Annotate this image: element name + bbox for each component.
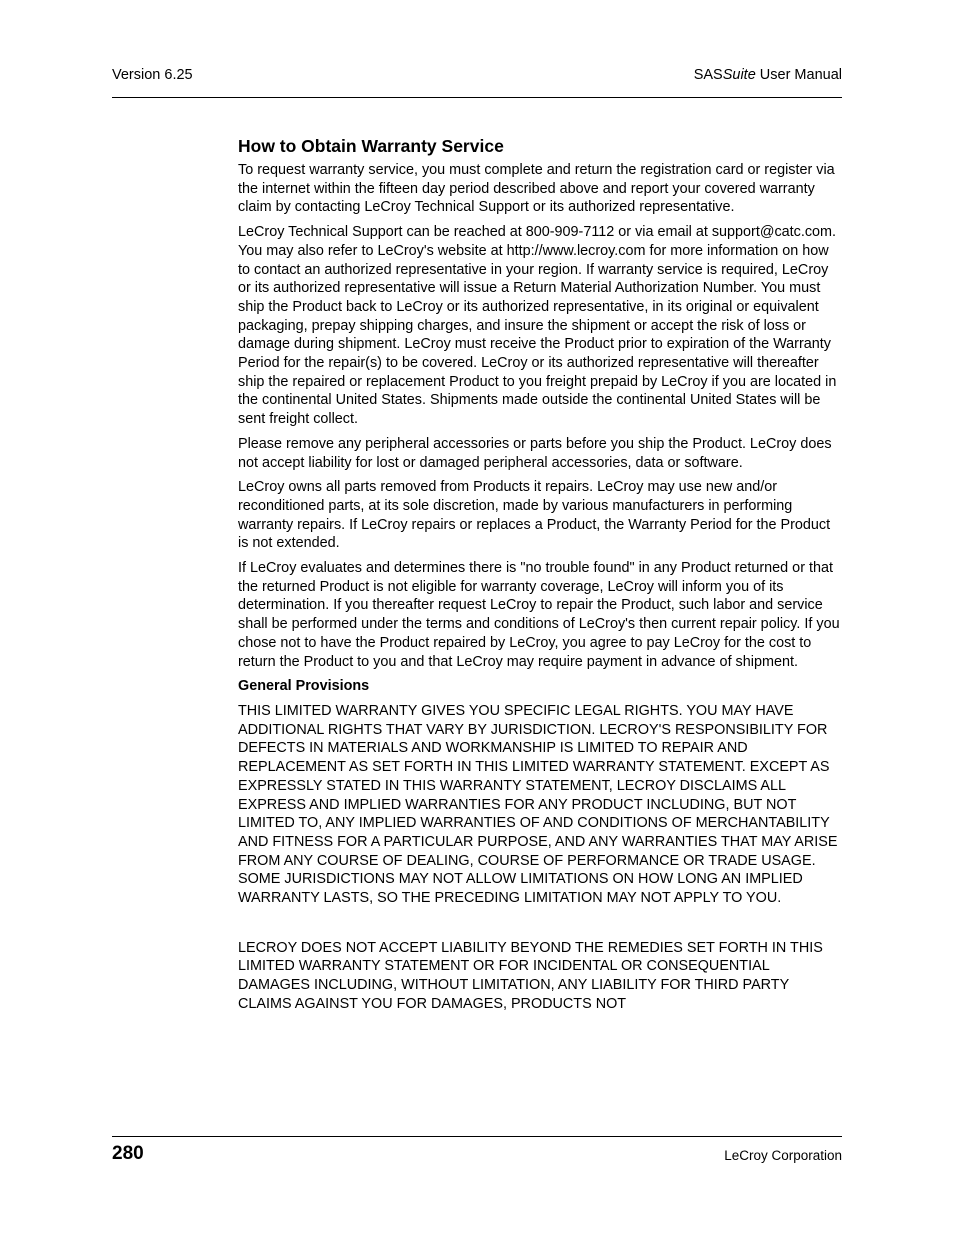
manual-title-italic: Suite bbox=[722, 67, 756, 83]
general-provisions-heading: General Provisions bbox=[238, 678, 370, 695]
company-name: LeCroy Corporation bbox=[724, 1148, 842, 1163]
paragraph-no-trouble: If LeCroy evaluates and determines there is "no trouble found" in any Product returned or that the returned Product is not eligible for warranty coverage, LeCroy will inform you of its determination. If you thereafter request LeCroy to repair the Product, such labor and service shall be performed under the terms and conditions of LeCroy's then current repair policy. If you chose not to have the Product repaired by LeCroy, you agree to pay LeCroy for the cost to return the Product to you and that LeCroy may require payment in advance of shipment. bbox=[238, 560, 840, 670]
manual-title-suffix: User Manual bbox=[755, 67, 842, 83]
paragraph-support: LeCroy Technical Support can be reached at 800-909-7112 or via email at support@catc.com. You may also refer to LeCroy's website at http://www.lecroy.com for more information on how to contact an authorized representative in your region. If warranty service is required, LeCroy or its authorized representative will issue a Return Material Authorization Number. You must ship the Product back to LeCroy or its authorized representative, in its original or equivalent packaging, prepay shipping charges, and insure the shipment or accept the risk of loss or damage during shipment. LeCroy must receive the Product prior to expiration of the Warranty Period for the repair(s) to be covered. LeCroy or its authorized representative will thereafter ship the repaired or replacement Product to you freight prepaid by LeCroy if you are located in the continental United States. Shipments made outside the continental United States will be sent freight collect. bbox=[238, 224, 837, 428]
page-number: 280 bbox=[112, 1143, 144, 1164]
paragraph-accessories: Please remove any peripheral accessories or parts before you ship the Product. LeCroy does not accept liability for lost or damaged peripheral accessories, data or software. bbox=[238, 435, 832, 471]
paragraph-parts: LeCroy owns all parts removed from Products it repairs. LeCroy may use new and/or reconditioned parts, at its sole discretion, made by various manufacturers in performing warranty repairs. If LeCroy repairs or replaces a Product, the Warranty Period for the Product is not extended. bbox=[238, 479, 831, 552]
version-label: Version 6.25 bbox=[112, 67, 193, 83]
section-heading: How to Obtain Warranty Service bbox=[238, 136, 504, 156]
paragraph-liability: LECROY DOES NOT ACCEPT LIABILITY BEYOND THE REMEDIES SET FORTH IN THIS LIMITED WARRANTY STATEMENT OR FOR INCIDENTAL OR CONSEQUENTIAL DAMAGES INCLUDING, WITHOUT LIMITATION, ANY LIABILITY FOR THIRD PARTY CLAIMS AGAINST YOU FOR DAMAGES, PRODUCTS NOT bbox=[238, 939, 823, 1012]
manual-title bbox=[694, 66, 842, 84]
page-content bbox=[238, 135, 842, 1020]
paragraph-request: To request warranty service, you must complete and return the registration card or register via the internet within the fifteen day period described above and report your covered warranty claim by contacting LeCroy Technical Support or its authorized representative. bbox=[238, 162, 835, 216]
page-footer bbox=[112, 1142, 842, 1168]
header-rule bbox=[112, 97, 842, 98]
footer-rule bbox=[112, 1136, 842, 1137]
paragraph-limited-warranty: THIS LIMITED WARRANTY GIVES YOU SPECIFIC LEGAL RIGHTS. YOU MAY HAVE ADDITIONAL RIGHTS THAT VARY BY JURISDICTION. LECROY'S RESPONSIBILITY FOR DEFECTS IN MATERIALS AND WORKMANSHIP IS LIMITED TO REPAIR AND REPLACEMENT AS SET FORTH IN THIS LIMITED WARRANTY STATEMENT. EXCEPT AS EXPRESSLY STATED IN THIS WARRANTY STATEMENT, LECROY DISCLAIMS ALL EXPRESS AND IMPLIED WARRANTIES FOR ANY PRODUCT INCLUDING, BUT NOT LIMITED TO, ANY IMPLIED WARRANTIES OF AND CONDITIONS OF MERCHANTABILITY AND FITNESS FOR A PARTICULAR PURPOSE, AND ANY WARRANTIES THAT MAY ARISE FROM ANY COURSE OF DEALING, COURSE OF PERFORMANCE OR TRADE USAGE. SOME JURISDICTIONS MAY NOT ALLOW LIMITATIONS ON HOW LONG AN IMPLIED WARRANTY LASTS, SO THE PRECEDING LIMITATION MAY NOT APPLY TO YOU. bbox=[238, 702, 838, 907]
page-header bbox=[112, 66, 842, 86]
manual-title-prefix: SAS bbox=[693, 67, 723, 83]
